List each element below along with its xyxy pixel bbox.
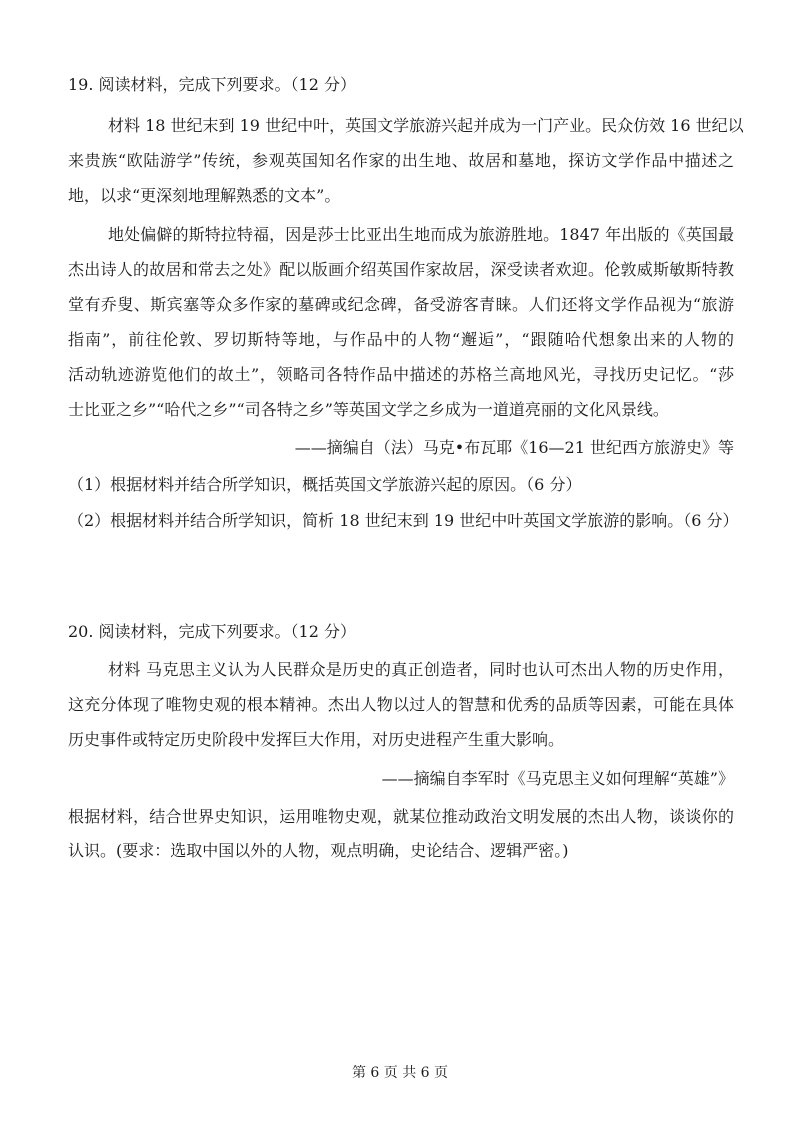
page-number: 第 6 页 共 6 页 (351, 1065, 449, 1081)
sub-question-1: （1）根据材料并结合所学知识，概括英国文学旅游兴起的原因。（6 分） (68, 475, 582, 494)
material-line: 来贵族“欧陆游学”传统，参观英国知名作家的出生地、故居和墓地，探访文学作品中描述之 (68, 151, 734, 170)
material-line: 活动轨迹游览他们的故土”，领略司各特作品中描述的苏格兰高地风光，寻找历史记忆。“莎 (68, 365, 734, 384)
material-line: 士比亚之乡”“哈代之乡”“司各特之乡”等英国文学之乡成为一道道亮丽的文化风景线。 (68, 400, 669, 419)
material-line: 材料 马克思主义认为人民群众是历史的真正创造者，同时也认可杰出人物的历史作用， (108, 660, 734, 679)
material-line: 地处偏僻的斯特拉特福，因是莎士比亚出生地而成为旅游胜地。1847 年出版的《英国最 (108, 225, 734, 244)
material-line: 历史事件或特定历史阶段中发挥巨大作用，对历史进程产生重大影响。 (68, 730, 565, 749)
task-line: 认识。(要求：选取中国以外的人物，观点明确，史论结合、逻辑严密。) (68, 841, 569, 860)
material-line: 杰出诗人的故居和常去之处》配以版画介绍英国作家故居，深受读者欢迎。伦敦威斯敏斯特教 (68, 260, 734, 279)
material-line: 这充分体现了唯物史观的根本精神。杰出人物以过人的智慧和优秀的品质等因素，可能在具体 (68, 695, 734, 714)
task-line: 根据材料，结合世界史知识，运用唯物史观，就某位推动政治文明发展的杰出人物，谈谈你的 (68, 807, 734, 826)
material-line: 材料 18 世纪末到 19 世纪中叶，英国文学旅游兴起并成为一门产业。民众仿效 16 世纪以 (108, 116, 744, 135)
material-line: 堂有乔叟、斯宾塞等众多作家的墓碑或纪念碑，备受游客青睐。人们还将文学作品视为“旅游 (68, 295, 734, 314)
sub-question-2: （2）根据材料并结合所学知识，简析 18 世纪末到 19 世纪中叶英国文学旅游的影响。（6 分） (68, 511, 739, 530)
question-19-heading: 19. 阅读材料，完成下列要求。（12 分） (68, 75, 356, 94)
material-line: 指南”，前往伦敦、罗切斯特等地，与作品中的人物“邂逅”，“跟随哈代想象出来的人物的 (68, 330, 734, 349)
question-19-source: ——摘编自（法）马克•布瓦耶《16—21 世纪西方旅游史》等 (294, 438, 734, 457)
question-20-source: ——摘编自李军时《马克思主义如何理解“英雄”》 (381, 769, 734, 788)
material-line: 地，以求“更深刻地理解熟悉的文本”。 (68, 186, 341, 205)
question-20-heading: 20. 阅读材料，完成下列要求。（12 分） (68, 622, 356, 641)
